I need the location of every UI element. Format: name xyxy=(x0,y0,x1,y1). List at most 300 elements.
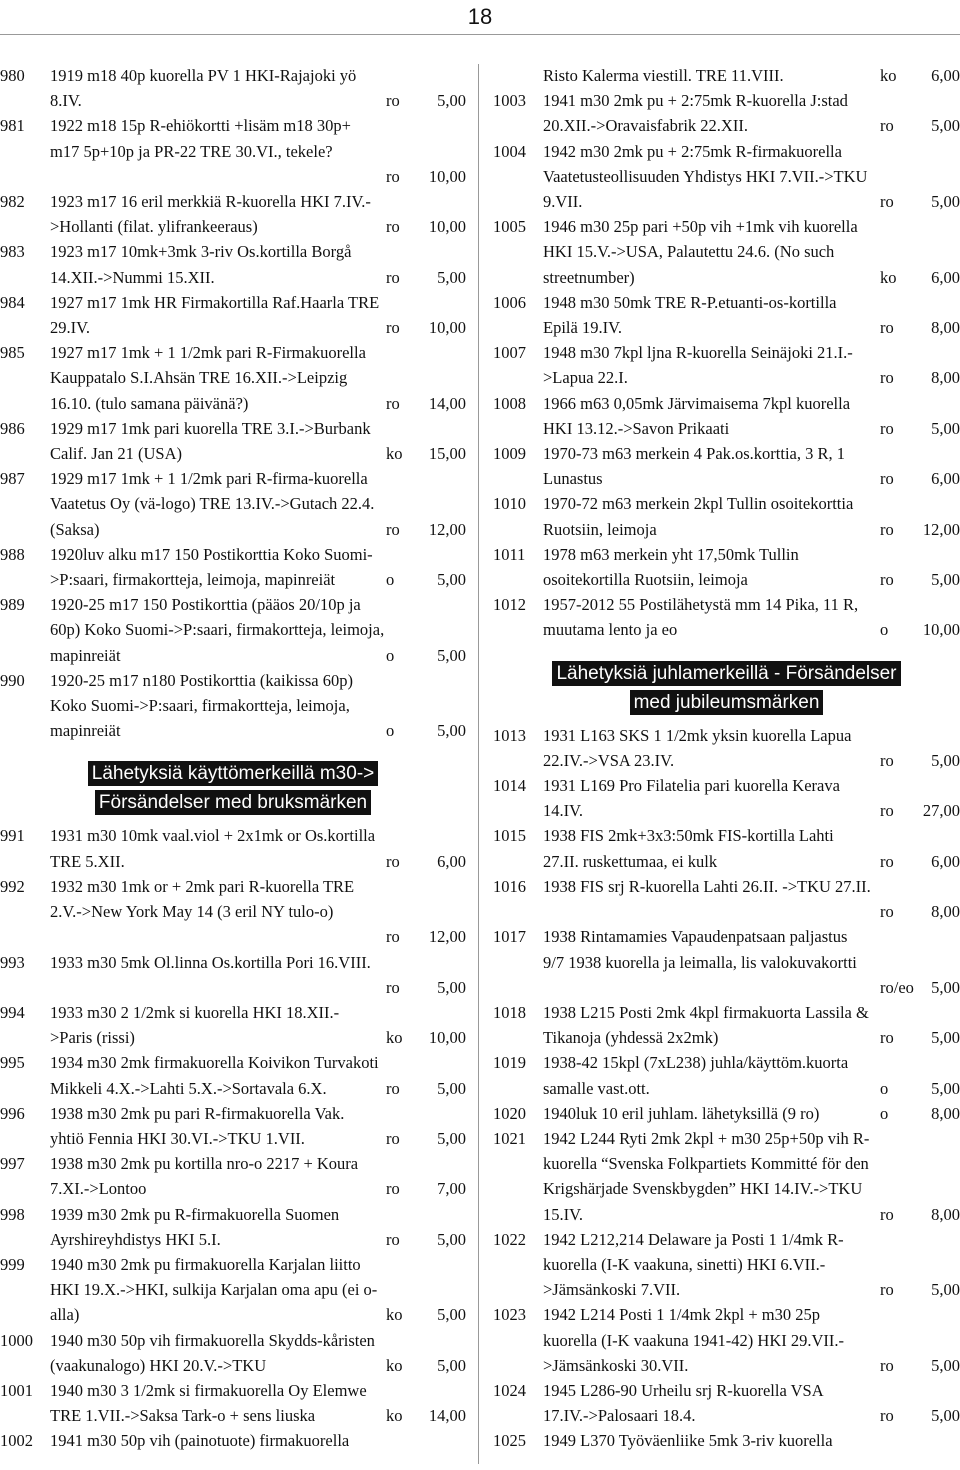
lot-condition: ro xyxy=(880,570,894,590)
lot-condition: o xyxy=(386,570,395,590)
lot-price xyxy=(880,849,960,874)
lot-number: 999 xyxy=(0,1254,25,1274)
lot-description-line: 1938 m30 2mk pu kortilla nro-o 2217 + Koura xyxy=(50,1154,359,1174)
lot-description-line: muutama lento ja eo xyxy=(543,620,678,640)
lot-value: 5,00 xyxy=(931,1078,960,1098)
lot-price xyxy=(386,567,466,592)
lot-entry xyxy=(0,1252,466,1328)
lot-price-line xyxy=(543,113,960,138)
lot-description-line: 1931 L163 SKS 1 1/2mk yksin kuorella Lapua xyxy=(543,725,852,745)
lot-entry xyxy=(493,1101,960,1126)
lot-description-line: Tikanoja (yhdessä 2x2mk) xyxy=(543,1028,719,1048)
lot-price xyxy=(386,391,466,416)
lot-condition: o xyxy=(880,1078,889,1098)
lot-entry xyxy=(493,290,960,340)
lot-condition: o xyxy=(386,645,395,665)
lot-condition: ro xyxy=(386,1128,400,1148)
lot-price-line xyxy=(50,643,466,668)
lot-number: 1008 xyxy=(493,393,526,413)
lot-condition: ro xyxy=(386,91,400,111)
lot-condition: ro xyxy=(880,750,894,770)
lot-value: 10,00 xyxy=(922,620,960,640)
lot-condition: ro xyxy=(880,1204,894,1224)
lot-description-line: 1938 Rintamamies Vapaudenpatsaan paljastus xyxy=(543,927,848,947)
lot-number: 995 xyxy=(0,1053,25,1073)
lot-description-line: >P:saari, firmakortteja, leimoja, mapinreiät xyxy=(50,570,336,590)
lot-entry xyxy=(0,1101,466,1151)
lot-number: 1011 xyxy=(493,544,526,564)
lot-condition: ro xyxy=(880,192,894,212)
lot-price xyxy=(880,113,960,138)
lot-description-line: 20.XII.->Oravaisfabrik 22.XII. xyxy=(543,116,748,136)
lot-number: 1019 xyxy=(493,1053,526,1073)
lot-value: 5,00 xyxy=(437,645,466,665)
lot-description-line: kuorella (I-K vaakuna 1941-42) HKI 29.VII.- xyxy=(543,1330,845,1350)
lot-condition: o xyxy=(386,721,395,741)
lot-value: 5,00 xyxy=(931,977,960,997)
lot-value: 14,00 xyxy=(428,1406,466,1426)
lot-price-line xyxy=(50,1227,466,1252)
lot-description-line: mapinreiät xyxy=(50,645,121,665)
lot-condition: ko xyxy=(386,1406,403,1426)
lot-price xyxy=(386,1025,466,1050)
lot-number: 1000 xyxy=(0,1330,33,1350)
header-rule xyxy=(0,34,960,35)
lot-entry xyxy=(0,290,466,340)
lot-value: 14,00 xyxy=(428,393,466,413)
lot-value: 5,00 xyxy=(437,1078,466,1098)
lot-number: 1022 xyxy=(493,1229,526,1249)
lot-price xyxy=(880,567,960,592)
lot-description-line: 1923 m17 10mk+3mk 3-riv Os.kortilla Borgå xyxy=(50,242,352,262)
lot-value: 8,00 xyxy=(931,1103,960,1123)
lot-description-line: 29.IV. xyxy=(50,318,91,338)
lot-description-line: 1945 L286-90 Urheilu srj R-kuorella VSA xyxy=(543,1380,824,1400)
lot-price-line xyxy=(543,567,960,592)
lot-description-line: HKI 15.V.->USA, Palautettu 24.6. (No such xyxy=(543,242,835,262)
lot-entry xyxy=(0,1151,466,1201)
lot-price-line xyxy=(50,1302,466,1327)
lot-entry xyxy=(0,823,466,873)
lot-number: 991 xyxy=(0,826,25,846)
lot-entry xyxy=(0,340,466,416)
lot-description-line: 14.IV. xyxy=(543,801,584,821)
lot-price-line xyxy=(543,748,960,773)
lot-price-line xyxy=(50,265,466,290)
lot-entry xyxy=(493,1227,960,1303)
section-heading-line: med jubileumsmärken xyxy=(630,690,824,715)
lot-description-line: 1934 m30 2mk firmakuorella Koivikon Turvakoti xyxy=(50,1053,379,1073)
lot-description-line: 22.IV.->VSA 23.IV. xyxy=(543,750,675,770)
lot-description-line: 1948 m30 7kpl ljna R-kuorella Seinäjoki 21.I.- xyxy=(543,343,853,363)
lot-price xyxy=(880,798,960,823)
lot-condition: ro xyxy=(880,801,894,821)
lot-description-line: 1949 L370 Työväenliike 5mk 3-riv kuorella xyxy=(543,1431,833,1451)
lot-description-line: Calif. Jan 21 (USA) xyxy=(50,444,182,464)
lot-description-line: >Hollanti (filat. ylifrankeeraus) xyxy=(50,217,258,237)
lot-number: 1015 xyxy=(493,826,526,846)
section-heading xyxy=(0,759,466,817)
lot-entry xyxy=(0,416,466,466)
lot-number: 997 xyxy=(0,1154,25,1174)
lot-description-line: 1927 m17 1mk + 1 1/2mk pari R-Firmakuorella xyxy=(50,343,366,363)
lot-entry xyxy=(493,542,960,592)
lot-entry xyxy=(493,1050,960,1100)
lot-description-line: 60p) Koko Suomi->P:saari, firmakortteja, leimoja, xyxy=(50,620,385,640)
lot-description-line: 1933 m30 5mk Ol.linna Os.kortilla Pori 16.VIII. xyxy=(50,952,371,972)
lot-entry xyxy=(493,723,960,773)
lot-number: 1010 xyxy=(493,494,526,514)
lot-description-line: HKI 13.12.->Savon Prikaati xyxy=(543,418,730,438)
lot-price xyxy=(386,517,466,542)
lot-description-line: >Paris (rissi) xyxy=(50,1028,135,1048)
lot-value: 8,00 xyxy=(931,368,960,388)
lot-price xyxy=(386,1076,466,1101)
lot-entry xyxy=(493,823,960,873)
lot-entry xyxy=(493,340,960,390)
lot-condition: ro xyxy=(880,318,894,338)
lot-price xyxy=(386,1353,466,1378)
lot-description-line: 1941 m30 50p vih (painotuote) firmakuorella xyxy=(50,1431,350,1451)
lot-price xyxy=(880,1025,960,1050)
lot-number: 1020 xyxy=(493,1103,526,1123)
lot-condition: ro xyxy=(880,851,894,871)
lot-value: 15,00 xyxy=(428,444,466,464)
lot-price xyxy=(880,1202,960,1227)
lot-number: 986 xyxy=(0,418,25,438)
lot-price-line xyxy=(543,798,960,823)
lot-price xyxy=(880,617,960,642)
lot-value: 5,00 xyxy=(931,116,960,136)
section-heading-line: Lähetyksiä juhlamerkeillä - Försändelser xyxy=(552,661,900,686)
lot-description-line: 1942 L212,214 Delaware ja Posti 1 1/4mk R- xyxy=(543,1229,844,1249)
lot-number: 1024 xyxy=(493,1380,526,1400)
lot-number: 987 xyxy=(0,469,25,489)
lot-description-line: 1941 m30 2mk pu + 2:75mk R-kuorella J:stad xyxy=(543,91,848,111)
lot-entry xyxy=(493,1428,960,1453)
lot-price xyxy=(386,643,466,668)
lot-description-line: 1966 m63 0,05mk Järvimaisema 7kpl kuorella xyxy=(543,393,851,413)
lot-entry xyxy=(493,924,960,1000)
lot-description-line: streetnumber) xyxy=(543,267,635,287)
lot-price xyxy=(880,1076,960,1101)
lot-entry xyxy=(0,1050,466,1100)
lot-number: 1001 xyxy=(0,1380,33,1400)
lot-number: 989 xyxy=(0,595,25,615)
lot-entry xyxy=(493,1378,960,1428)
lot-description-line: 1938 FIS 2mk+3x3:50mk FIS-kortilla Lahti xyxy=(543,826,834,846)
lot-entry xyxy=(0,1328,466,1378)
lot-condition: ko xyxy=(386,444,403,464)
lot-value: 6,00 xyxy=(931,851,960,871)
lot-price xyxy=(386,164,466,189)
lot-description-line: 1920-25 m17 n180 Postikorttia (kaikissa 60p) xyxy=(50,670,353,690)
lot-value: 5,00 xyxy=(437,977,466,997)
lot-price xyxy=(880,748,960,773)
lot-price-line xyxy=(50,1176,466,1201)
lot-description-line: alla) xyxy=(50,1305,80,1325)
lot-description-line: 1940 m30 50p vih firmakuorella Skydds-kåristen xyxy=(50,1330,375,1350)
lot-description-line: Lunastus xyxy=(543,469,603,489)
lot-description-line: (Saksa) xyxy=(50,519,100,539)
lot-value: 5,00 xyxy=(437,1229,466,1249)
lot-entry xyxy=(0,950,466,1000)
lot-value: 5,00 xyxy=(931,1355,960,1375)
lot-condition: ro xyxy=(880,469,894,489)
lot-condition: ro xyxy=(386,1078,400,1098)
lot-price-line xyxy=(543,63,960,88)
lot-price-line xyxy=(50,88,466,113)
lot-entry xyxy=(493,139,960,215)
lot-number: 984 xyxy=(0,292,25,312)
lot-price xyxy=(386,214,466,239)
lot-price-line xyxy=(543,849,960,874)
lot-entry xyxy=(493,874,960,924)
lot-entry xyxy=(493,1302,960,1378)
lot-description-line: 1927 m17 1mk HR Firmakortilla Raf.Haarla TRE xyxy=(50,292,380,312)
lot-description-line: osoitekortilla Ruotsiin, leimoja xyxy=(543,570,748,590)
lot-description-line: TRE 1.VII.->Saksa Tark-o + sens liuska xyxy=(50,1406,316,1426)
lot-price-line xyxy=(50,315,466,340)
lot-value: 6,00 xyxy=(931,66,960,85)
lot-description-line: 1938 L215 Posti 2mk 4kpl firmakuorta Lassila & xyxy=(543,1002,869,1022)
lot-description-line: 1929 m17 1mk pari kuorella TRE 3.I.->Burbank xyxy=(50,418,371,438)
lot-description-line: 1940 m30 3 1/2mk si firmakuorella Oy Elemwe xyxy=(50,1380,367,1400)
lot-description-line: 1938 m30 2mk pu pari R-firmakuorella Vak. xyxy=(50,1103,345,1123)
lot-number: 1002 xyxy=(0,1431,33,1451)
lot-number: 985 xyxy=(0,343,25,363)
lot-description-line: 1933 m30 2 1/2mk si kuorella HKI 18.XII.- xyxy=(50,1002,340,1022)
lot-price xyxy=(386,849,466,874)
lot-value: 5,00 xyxy=(931,1028,960,1048)
lot-description-line: >Lapua 22.I. xyxy=(543,368,628,388)
lot-price-line xyxy=(543,189,960,214)
lot-number: 1007 xyxy=(493,343,526,363)
lot-number: 998 xyxy=(0,1204,25,1224)
lot-value: 5,00 xyxy=(437,1128,466,1148)
lot-description-line: 1931 L169 Pro Filatelia pari kuorella Kerava xyxy=(543,776,840,796)
lot-price xyxy=(880,365,960,390)
lot-description-line: Risto Kalerma viestill. TRE 11.VIII. xyxy=(543,66,784,85)
lot-price-line xyxy=(543,265,960,290)
lot-price xyxy=(880,189,960,214)
lot-description-line: 2.V.->New York May 14 (3 eril NY tulo-o) xyxy=(50,902,334,922)
lot-value: 5,00 xyxy=(437,721,466,741)
lot-value: 5,00 xyxy=(437,1355,466,1375)
lot-condition: ro xyxy=(880,1355,894,1375)
lot-description-line: TRE 5.XII. xyxy=(50,851,125,871)
lot-value: 8,00 xyxy=(931,1204,960,1224)
lot-condition: ro xyxy=(386,217,400,237)
lot-price-line xyxy=(543,517,960,542)
lot-description-line: 16.10. (tulo samana päivänä?) xyxy=(50,393,249,413)
lot-condition: ro xyxy=(386,1179,400,1199)
lot-price xyxy=(386,975,466,1000)
lot-price-line xyxy=(50,391,466,416)
lot-value: 5,00 xyxy=(931,192,960,212)
lot-price xyxy=(880,517,960,542)
lot-description-line: (vaakunalogo) HKI 20.V.->TKU xyxy=(50,1355,267,1375)
lot-description-line: 1940 m30 2mk pu firmakuorella Karjalan liitto xyxy=(50,1254,361,1274)
lot-entry xyxy=(493,88,960,138)
lot-price-line xyxy=(543,1202,960,1227)
right-column xyxy=(493,63,960,1454)
lot-number: 990 xyxy=(0,670,25,690)
lot-number: 981 xyxy=(0,116,25,136)
lot-price xyxy=(880,1101,960,1126)
lot-description-line: 1978 m63 merkein yht 17,50mk Tullin xyxy=(543,544,799,564)
column-divider xyxy=(478,64,479,1464)
lot-number: 1018 xyxy=(493,1002,526,1022)
lot-number: 1025 xyxy=(493,1431,526,1451)
lot-condition: ro xyxy=(386,519,400,539)
lot-number: 994 xyxy=(0,1002,25,1022)
page-number: 18 xyxy=(467,4,493,29)
lot-price-line xyxy=(543,1076,960,1101)
lot-condition: ko xyxy=(386,1305,403,1325)
lot-condition: ro xyxy=(880,519,894,539)
lot-description-line: 1970-72 m63 merkein 2kpl Tullin osoitekorttia xyxy=(543,494,854,514)
lot-description-line: 17.IV.->Palosaari 18.4. xyxy=(543,1406,696,1426)
lot-condition: ro xyxy=(880,902,894,922)
lot-condition: ro/eo xyxy=(880,977,914,997)
lot-entry xyxy=(0,874,466,950)
lot-value: 27,00 xyxy=(922,801,960,821)
lot-entry xyxy=(0,1202,466,1252)
lot-description-line: HKI 19.X.->HKI, sulkija Karjalan oma apu (ei o- xyxy=(50,1280,378,1300)
lot-condition: ro xyxy=(386,851,400,871)
lot-price-line xyxy=(50,1025,466,1050)
lot-price-line xyxy=(543,315,960,340)
lot-value: 12,00 xyxy=(428,927,466,947)
lot-price xyxy=(386,315,466,340)
lot-price xyxy=(386,924,466,949)
lot-description-line: m17 5p+10p ja PR-22 TRE 30.VI., tekele? xyxy=(50,141,333,161)
lot-number: 1009 xyxy=(493,444,526,464)
lot-entry xyxy=(493,63,960,88)
lot-price-line xyxy=(543,466,960,491)
lot-condition: ro xyxy=(880,418,894,438)
lot-description-line: 9.VII. xyxy=(543,192,583,212)
lot-price xyxy=(880,416,960,441)
lot-entry xyxy=(0,1000,466,1050)
lot-price-line xyxy=(50,1126,466,1151)
section-heading xyxy=(493,659,960,717)
lot-description-line: Ruotsiin, leimoja xyxy=(543,519,657,539)
lot-price xyxy=(880,466,960,491)
lot-condition: ro xyxy=(386,267,400,287)
lot-value: 6,00 xyxy=(437,851,466,871)
lot-entry xyxy=(0,542,466,592)
lot-condition: ro xyxy=(880,368,894,388)
lot-condition: ro xyxy=(880,1406,894,1426)
lot-condition: o xyxy=(880,1103,889,1123)
lot-description-line: 1970-73 m63 merkein 4 Pak.os.korttia, 3 R, 1 xyxy=(543,444,846,464)
lot-price-line xyxy=(543,365,960,390)
lot-price-line xyxy=(50,441,466,466)
lot-entry xyxy=(493,214,960,290)
lot-description-line: 27.II. ruskettumaa, ei kulk xyxy=(543,851,718,871)
lot-number: 1006 xyxy=(493,292,526,312)
lot-number: 1012 xyxy=(493,595,526,615)
lot-price-line xyxy=(543,617,960,642)
lot-value: 6,00 xyxy=(931,469,960,489)
lot-number: 993 xyxy=(0,952,25,972)
lot-description-line: 15.IV. xyxy=(543,1204,584,1224)
lot-price xyxy=(880,1403,960,1428)
lot-description-line: 1942 L244 Ryti 2mk 2kpl + m30 25p+50p vih R- xyxy=(543,1128,870,1148)
lot-description-line: 1932 m30 1mk or + 2mk pari R-kuorella TRE xyxy=(50,876,355,896)
lot-description-line: kuorella “Svenska Folkpartiets Kommitté för den xyxy=(543,1154,869,1174)
lot-price xyxy=(386,1176,466,1201)
lot-price-line xyxy=(50,214,466,239)
lot-price xyxy=(880,315,960,340)
lot-entry xyxy=(493,441,960,491)
lot-price-line xyxy=(50,164,466,189)
lot-price xyxy=(386,1403,466,1428)
lot-price xyxy=(386,1126,466,1151)
lot-value: 7,00 xyxy=(437,1179,466,1199)
lot-description-line: samalle vast.ott. xyxy=(543,1078,650,1098)
lot-number: 992 xyxy=(0,876,25,896)
lot-price xyxy=(880,899,960,924)
lot-description-line: 1948 m30 50mk TRE R-P.etuanti-os-kortilla xyxy=(543,292,837,312)
lot-condition: ko xyxy=(386,1028,403,1048)
lot-value: 8,00 xyxy=(931,902,960,922)
lot-entry xyxy=(0,466,466,542)
lot-value: 5,00 xyxy=(931,1406,960,1426)
lot-number: 982 xyxy=(0,192,25,212)
lot-description-line: 1920luv alku m17 150 Postikorttia Koko Suomi- xyxy=(50,544,373,564)
lot-condition: ko xyxy=(386,1355,403,1375)
lot-entry xyxy=(0,189,466,239)
lot-price xyxy=(880,265,960,290)
lot-description-line: 1939 m30 2mk pu R-firmakuorella Suomen xyxy=(50,1204,340,1224)
lot-description-line: 1923 m17 16 eril merkkiä R-kuorella HKI 7.IV.- xyxy=(50,192,371,212)
lot-value: 5,00 xyxy=(931,570,960,590)
lot-price xyxy=(880,975,960,1000)
lot-condition: ro xyxy=(880,1028,894,1048)
lot-price xyxy=(880,1277,960,1302)
lot-description-line: 14.XII.->Nummi 15.XII. xyxy=(50,267,215,287)
lot-description-line: 9/7 1938 kuorella ja leimalla, lis valokuvakortti xyxy=(543,952,857,972)
lot-entry xyxy=(0,668,466,744)
lot-price-line xyxy=(50,1076,466,1101)
lot-price-line xyxy=(543,1025,960,1050)
lot-condition: o xyxy=(880,620,889,640)
lot-price-line xyxy=(543,1277,960,1302)
left-column xyxy=(0,63,466,1454)
lot-price xyxy=(386,1302,466,1327)
lot-price-line xyxy=(50,567,466,592)
lot-price-line xyxy=(50,1403,466,1428)
lot-value: 5,00 xyxy=(437,570,466,590)
lot-entry xyxy=(0,1378,466,1428)
lot-condition: ro xyxy=(386,166,400,186)
lot-entry xyxy=(493,773,960,823)
lot-price-line xyxy=(543,899,960,924)
lot-entry xyxy=(493,1126,960,1227)
lot-value: 12,00 xyxy=(428,519,466,539)
lot-description-line: Ayrshireyhdistys HKI 5.I. xyxy=(50,1229,221,1249)
lot-description-line: 7.XI.->Lontoo xyxy=(50,1179,147,1199)
lot-number: 983 xyxy=(0,242,25,262)
lot-number: 1021 xyxy=(493,1128,526,1148)
lot-description-line: kuorella (I-K vaakuna, sinetti) HKI 6.VII.- xyxy=(543,1254,826,1274)
lot-condition: ko xyxy=(880,66,897,85)
lot-entry xyxy=(493,592,960,642)
lot-number: 1016 xyxy=(493,876,526,896)
